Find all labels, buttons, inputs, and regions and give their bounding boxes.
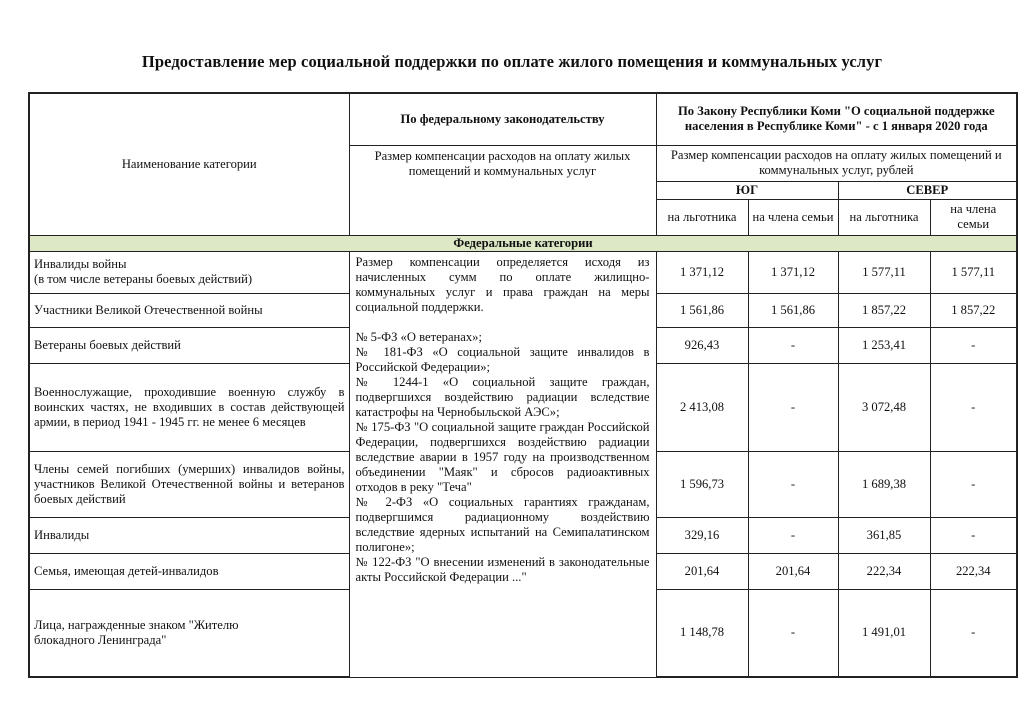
- south-beneficiary-value: 926,43: [656, 327, 748, 363]
- header-north-family-member: на члена семьи: [930, 199, 1017, 235]
- header-south-beneficiary: на льготника: [656, 199, 748, 235]
- south-family-value: 1 371,12: [748, 251, 838, 293]
- north-beneficiary-value: 1 857,22: [838, 293, 930, 327]
- category-name: Инвалиды войны (в том числе ветераны боевых действий): [29, 251, 349, 293]
- category-name: Лица, награжденные знаком "Жителю блокадного Ленинграда": [29, 589, 349, 677]
- page-title: Предоставление мер социальной поддержки по оплате жилого помещения и коммунальных услуг: [141, 52, 883, 71]
- category-name: Инвалиды: [29, 517, 349, 553]
- north-family-value: -: [930, 363, 1017, 451]
- south-family-value: -: [748, 363, 838, 451]
- section-federal-categories: Федеральные категории: [29, 235, 1017, 251]
- south-family-value: -: [748, 451, 838, 517]
- north-beneficiary-value: 361,85: [838, 517, 930, 553]
- category-name: Военнослужащие, проходившие военную службу в воинских частях, не входивших в состав действующей армии, в период 1941 - 1945 гг. не менее 6 месяцев: [29, 363, 349, 451]
- south-family-value: -: [748, 589, 838, 677]
- north-family-value: -: [930, 589, 1017, 677]
- federal-law-item: № 2-ФЗ «О социальных гарантиях гражданам, подвергшимся радиационному воздействию вследствие ядерных испытаний на Семипалатинском полигоне»;: [355, 494, 650, 554]
- north-family-value: 1 857,22: [930, 293, 1017, 327]
- south-family-value: -: [748, 327, 838, 363]
- south-beneficiary-value: 1 596,73: [656, 451, 748, 517]
- header-north-beneficiary: на льготника: [838, 199, 930, 235]
- north-beneficiary-value: 1 689,38: [838, 451, 930, 517]
- table-row: [29, 251, 1017, 293]
- south-beneficiary-value: 1 148,78: [656, 589, 748, 677]
- south-beneficiary-value: 201,64: [656, 553, 748, 589]
- federal-law-item: № 5-ФЗ «О ветеранах»;: [355, 329, 482, 344]
- category-name: Семья, имеющая детей-инвалидов: [29, 553, 349, 589]
- south-beneficiary-value: 329,16: [656, 517, 748, 553]
- north-beneficiary-value: 222,34: [838, 553, 930, 589]
- category-name: Члены семей погибших (умерших) инвалидов войны, участников Великой Отечественной войны и ветеранов боевых действий: [29, 451, 349, 517]
- category-name: Участники Великой Отечественной войны: [29, 293, 349, 327]
- north-beneficiary-value: 1 253,41: [838, 327, 930, 363]
- north-beneficiary-value: 1 491,01: [838, 589, 930, 677]
- south-beneficiary-value: 1 561,86: [656, 293, 748, 327]
- header-federal-law: По федеральному законодательству: [349, 93, 656, 145]
- south-family-value: 1 561,86: [748, 293, 838, 327]
- header-federal-compensation: Размер компенсации расходов на оплату жилых помещений и коммунальных услуг: [349, 145, 656, 235]
- header-komi-law: По Закону Республики Коми "О социальной поддержке населения в Республике Коми" - с 1 января 2020 года: [656, 93, 1017, 145]
- federal-law-item: № 181-ФЗ «О социальной защите инвалидов в Российской Федерации»;: [355, 344, 650, 374]
- north-family-value: 222,34: [930, 553, 1017, 589]
- category-name: Ветераны боевых действий: [29, 327, 349, 363]
- header-south-family-member: на члена семьи: [748, 199, 838, 235]
- support-table: [28, 92, 1018, 678]
- header-south: ЮГ: [656, 181, 838, 199]
- south-beneficiary-value: 1 371,12: [656, 251, 748, 293]
- north-beneficiary-value: 1 577,11: [838, 251, 930, 293]
- federal-intro: Размер компенсации определяется исходя из начисленных сумм по оплате жилищно-коммунальных услуг и права граждан на меры социальной поддержки.: [355, 254, 650, 314]
- header-category-name: Наименование категории: [29, 93, 349, 235]
- north-family-value: -: [930, 517, 1017, 553]
- south-beneficiary-value: 2 413,08: [656, 363, 748, 451]
- federal-law-item: № 1244-1 «О социальной защите граждан, подвергшихся воздействию радиации вследствие катастрофы на Чернобыльской АЭС»;: [355, 374, 650, 419]
- header-north: СЕВЕР: [838, 181, 1017, 199]
- header-komi-compensation: Размер компенсации расходов на оплату жилых помещений и коммунальных услуг, рублей: [656, 145, 1017, 181]
- south-family-value: 201,64: [748, 553, 838, 589]
- north-beneficiary-value: 3 072,48: [838, 363, 930, 451]
- north-family-value: -: [930, 327, 1017, 363]
- federal-law-item: № 122-ФЗ "О внесении изменений в законодательные акты Российской Федерации ...": [355, 554, 650, 584]
- south-family-value: -: [748, 517, 838, 553]
- north-family-value: 1 577,11: [930, 251, 1017, 293]
- north-family-value: -: [930, 451, 1017, 517]
- federal-laws-text: [349, 251, 656, 677]
- federal-law-item: № 175-ФЗ "О социальной защите граждан Российской Федерации, подвергшихся воздействию радиации вследствие аварии в 1957 году на производственном объединении "Маяк" и сбросов радиоактивных отходов в реку "Теча": [355, 419, 650, 494]
